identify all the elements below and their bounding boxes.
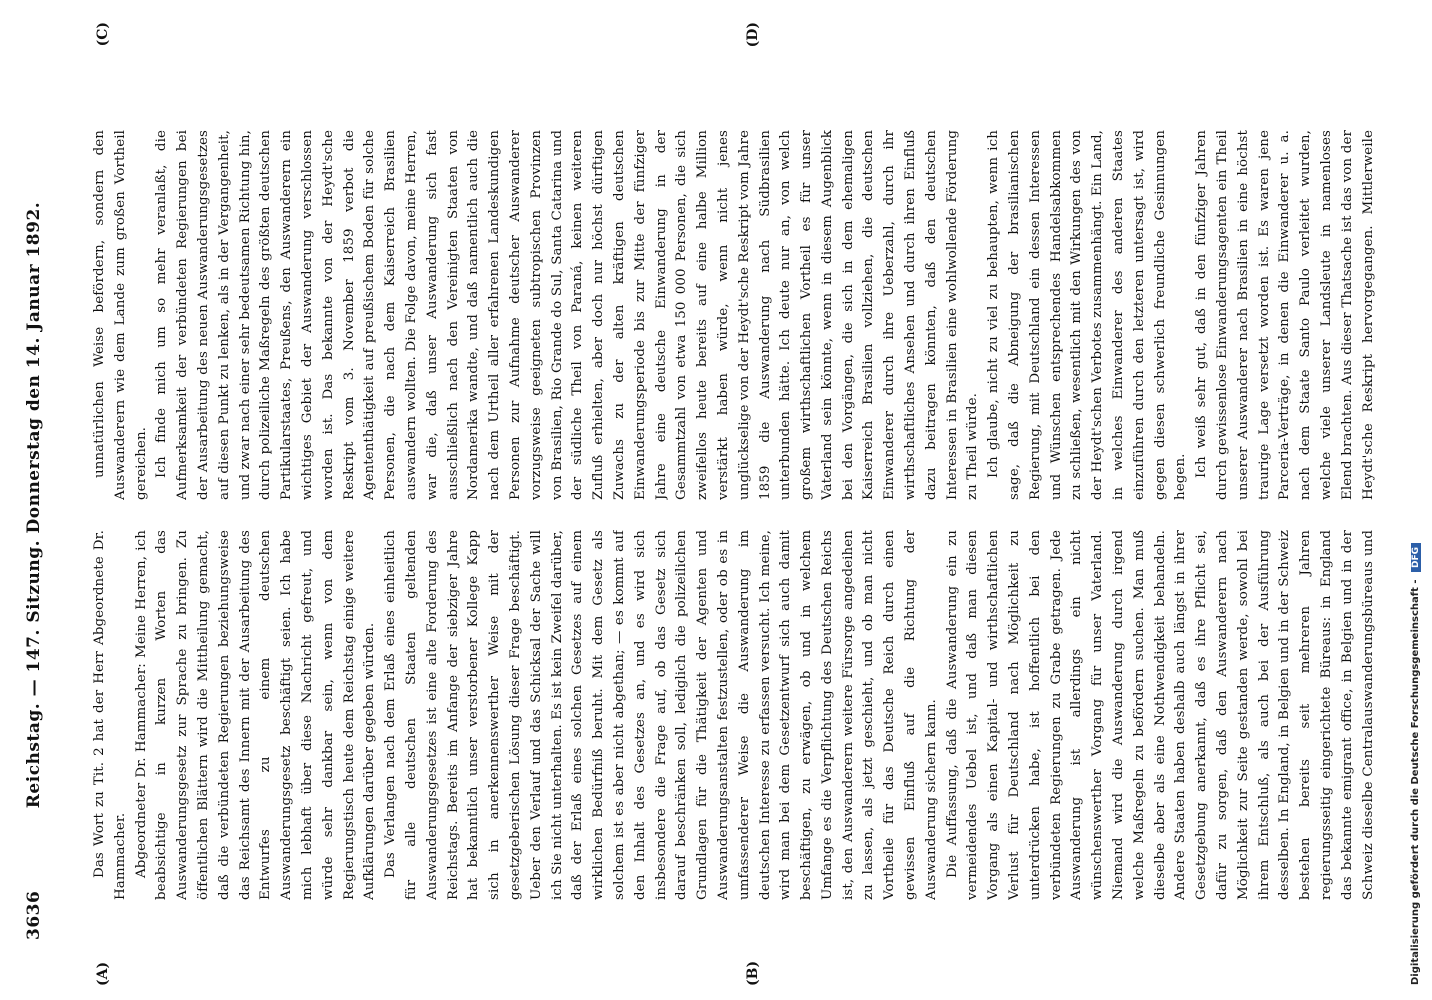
- paragraph: Abgeordneter Dr. Hammacher: Meine Herren, ich beabsichtige in kurzen Worten das Auswanderungsgesetz zur Sprache zu bringen. Zu öffentlichen Blättern wird die Mittheilung gemacht, daß die verbündeten Regierungen beziehungsweise das Reichsamt des Innern mit der Ausarbeitung des Entwurfes zu einem deutschen Auswanderungsgesetz beschäftigt seien. Ich habe mich lebhaft über diese Nachricht gefreut, und würde sehr dankbar sein, wenn von dem Regierungstisch heute dem Reichstag einige weitere Aufklärungen darüber gegeben würden.: [133, 530, 378, 900]
- margin-mark-d: (D): [745, 22, 761, 48]
- digitization-credit: [1406, 0, 1432, 1000]
- dfg-logo: DFG: [1411, 543, 1421, 572]
- paragraph: Das Verlangen nach dem Erlaß eines einheitlich für alle deutschen Staaten geltenden Auswanderungsgesetzes ist eine alte Forderung des Reichstags. Bereits im Anfange der siebziger Jahre hat bekanntlich unser verstorbener Kollege Kapp sich in anerkennenswerther Weise mit der gesetzgeberischen Lösung dieser Frage beschäftigt. Ueber den Verlauf und das Schicksal der Sache will ich Sie nicht unterhalten. Es ist kein Zweifel darüber, daß der Erlaß eines solchen Gesetzes auf einem wirklichen Bedürfniß beruht. Mit dem Gesetz als solchem ist es aber nicht abgethan; — es kommt auf den Inhalt des Gesetzes an, und es wird sich insbesondere die Frage auf, ob das Gesetz sich darauf beschränken soll, lediglich die polizeilichen Grundlagen für die Thätigkeit der Agenten und Auswanderungsanstalten festzustellen, oder ob es in umfassenderer Weise die Auswanderung im deutschen Interesse zu erfassen versucht. Ich meine, wird man bei dem Gesetzentwurf sich auch damit beschäftigen, zu erwägen, ob und in welchem Umfange es die Verpflichtung des Deutschen Reichs ist, den Auswanderern weitere Fürsorge angedeihen zu lassen, als jetzt geschieht, und ob man nicht Vortheile für das Deutsche Reich durch einen gewissen Einfluß auf die Richtung der Auswanderung sichern kann.: [383, 530, 939, 900]
- margin-mark-b: (B): [745, 960, 761, 986]
- page-header: [18, 70, 58, 940]
- margin-mark-c: (C): [95, 22, 111, 47]
- paragraph: Ich finde mich um so mehr veranlaßt, die Aufmerksamkeit der verbündeten Regierungen bei der Ausarbeitung des neuen Auswanderungsgesetzes auf diesen Punkt zu lenken, als in der Vergangenheit, und zwar nach einer sehr bedeutsamen Richtung hin, durch polizeiliche Maßregeln des größten deutschen Partikularstaates, Preußens, den Auswanderern ein wichtiges Gebiet der Auswanderung verschlossen worden ist. Das bekannte von der Heydt'sche Reskript vom 3. November 1859 verbot die Agententhätigkeit auf preußischem Boden für solche Personen, die nach dem Kaiserreich Brasilien auswandern wollten. Die Folge davon, meine Herren, war die, daß unser Auswanderung sich fast ausschließlich nach den Vereinigten Staaten von Nordamerika wandte, und daß namentlich auch die nach dem Urtheil aller erfahrenen Landeskundigen Personen zur Aufnahme deutscher Auswanderer vorzugsweise geeigneten subtropischen Provinzen von Brasilien, Rio Grande do Sul, Santa Catarina und der südliche Theil von Paraná, keinen weiteren Zufluß erhielten, aber doch nur höchst dürftigen Zuwachs zu der alten kräftigen deutschen Einwanderungsperiode bis zur Mitte der fünfziger Jahre eine deutsche Einwanderung in der Gesammtzahl von etwa 150 000 Personen, die sich zweifellos heute bereits auf eine halbe Million verstärkt haben würde, wenn nicht jenes unglückselige von der Heydt'sche Reskript vom Jahre 1859 die Auswanderung nach Südbrasilien unterbunden hätte. Ich deute nur an, von welch großem wirthschaftlichen Vortheil es für unser Vaterland sein könnte, wenn in diesem Augenblick bei den Vorgängen, die sich in dem ehemaligen Kaiserreich Brasilien vollziehen, die deutschen Einwanderer durch ihre Ueberzahl, durch ihr wirthschaftliches Ansehen und durch ihren Einfluß dazu beitragen könnten, daß den deutschen Interessen in Brasilien eine wohlwollende Förderung zu Theil würde.: [154, 130, 981, 500]
- margin-mark-a: (A): [95, 961, 111, 986]
- credit-text-wrapper: [1410, 5, 1421, 985]
- paragraph: Das Wort zu Tit. 2 hat der Herr Abgeordnete Dr. Hammacher.: [92, 530, 128, 900]
- running-head: Reichstag. — 147. Sitzung. Donnerstag den 14. Januar 1892.: [24, 201, 44, 809]
- text-column-left: [90, 530, 1382, 900]
- paragraph: unnatürlichen Weise befördern, sondern den Auswanderern wie dem Lande zum großen Vortheil gereichen.: [92, 130, 149, 500]
- paragraph: Ich weiß sehr gut, daß in den fünfziger Jahren durch gewissenlose Einwanderungsagenten ein Theil unserer Auswanderer nach Brasilien in eine höchst traurige Lage versetzt worden ist. Es waren jene Parceria-Verträge, in denen die Einwanderer u. a. nach dem Staate Santo Paulo verleitet wurden, welche viele unserer Landsleute in namenloses Elend brachten. Aus dieser Thatsache ist das von der Heydt'sche Reskript hervorgegangen. Mittlerweile: [1194, 130, 1376, 500]
- text-column-right: [90, 130, 1382, 500]
- credit-line: Digitalisierung gefördert durch die Deutsche Forschungsgemeinschaft -: [1410, 579, 1421, 985]
- page-number: 3636: [24, 890, 44, 940]
- paragraph: Ich glaube, nicht zu viel zu behaupten, wenn ich sage, daß die Abneigung der brasilianischen Regierung, mit Deutschland ein dessen Interessen und Wünschen entsprechendes Handelsabkommen zu schließen, wesentlich mit den Wirkungen des von der Heydt'schen Verbotes zusammenhängt. Ein Land, in welches Einwanderer des anderen Staates einzuführen durch den letzteren untersagt ist, wird gegen diesen schwerlich freundliche Gesinnungen hegen.: [986, 130, 1189, 500]
- paragraph: Die Auffassung, daß die Auswanderung ein zu vermeidendes Uebel ist, und daß man diesen Vorgang als einen Kapital- und wirthschaftlichen Verlust für Deutschland nach Möglichkeit zu unterdrücken habe, ist hoffentlich bei den verbündeten Regierungen zu Grabe getragen. Jede Auswanderung ist allerdings ein nicht wünschenswerther Vorgang für unser Vaterland. Niemand wird die Auswanderung durch irgend welche Maßregeln zu befördern suchen. Man muß dieselbe aber als eine Nothwendigkeit behandeln. Andere Staaten haben deshalb auch längst in ihrer Gesetzgebung anerkannt, daß es ihre Pflicht sei, dafür zu sorgen, daß den Auswanderern nach Möglichkeit zur Seite gestanden werde, sowohl bei ihrem Entschluß, als auch bei der Ausführung desselben. In England, in Belgien und in der Schweiz bestehen bereits seit mehreren Jahren regierungsseitig eingerichtete Büreaus: in England das bekannte emigrant office, in Belgien und in der Schweiz dieselbe Centralauswanderungsbüreaus und: [944, 530, 1376, 900]
